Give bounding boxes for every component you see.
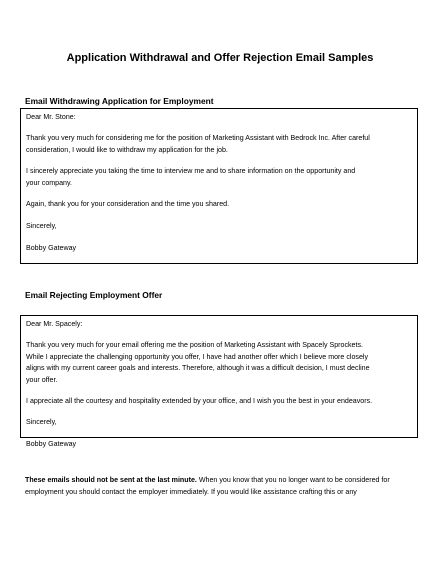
footer-note: [25, 475, 420, 498]
withdrawal-signature: Bobby Gateway: [26, 243, 77, 252]
withdrawal-paragraph-2: I sincerely appreciate you taking the time to interview me and to share information on the opportunity and your company.: [26, 167, 356, 187]
withdrawal-email-box: [20, 108, 418, 264]
rejection-email-box: [20, 315, 418, 448]
withdrawal-heading: Email Withdrawing Application for Employment: [25, 96, 214, 106]
rejection-paragraph-2: I appreciate all the courtesy and hospitality extended by your office, and I wish you the best in your endeavors.: [26, 397, 373, 406]
footer-bold-text: These emails should not be sent at the last minute.: [25, 476, 197, 484]
rejection-closing: Sincerely,: [26, 418, 57, 427]
rejection-heading: Email Rejecting Employment Offer: [25, 290, 163, 300]
withdrawal-greeting: Dear Mr. Stone:: [26, 113, 76, 121]
rejection-signature: Bobby Gateway: [26, 439, 77, 448]
withdrawal-closing: Sincerely,: [26, 222, 57, 231]
page-title: Application Withdrawal and Offer Rejection Email Samples: [66, 52, 374, 64]
rejection-paragraph-1: Thank you very much for your email offering me the position of Marketing Assistant with Spacely Sprockets. While I appreciate the challenging opportunity you offer, I have had another offer which I believe more closely aligns with my current career goals and interests. Therefore, although it was a difficult decision, I must decline your offer.: [26, 341, 370, 384]
rejection-greeting: Dear Mr. Spacely:: [26, 320, 83, 328]
withdrawal-paragraph-3: Again, thank you for your consideration and the time you shared.: [26, 200, 230, 209]
withdrawal-paragraph-1: Thank you very much for considering me for the position of Marketing Assistant with Bedrock Inc. After careful consideration, I would like to withdraw my application for the job.: [26, 134, 370, 154]
footer-text: When you know that you no longer want to be considered for employment you should contact the employer immediately. If you would like assistance crafting this or any: [25, 476, 390, 496]
